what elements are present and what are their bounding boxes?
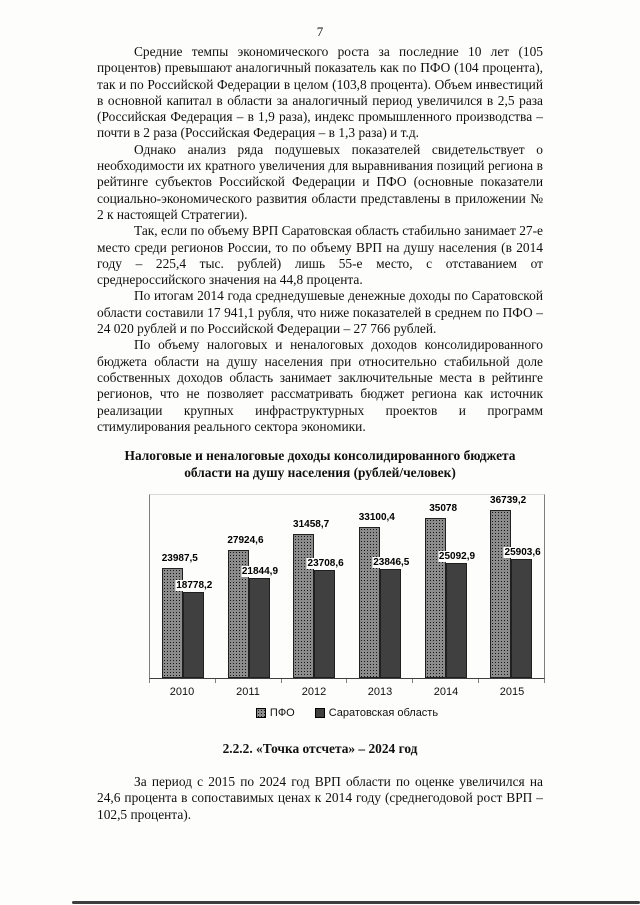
bar-saratov-2015 [511,559,532,678]
page-content [97,44,543,823]
paragraph-5: По объему налоговых и неналоговых доходов консолидированного бюджета области на душу населения при относительно стабильной доле собственных доходов область занимает заключительные места в рейтинге регионов, что не позволяет рассматривать бюджет региона как источник реализации крупных инфраструктурных проектов и программ стимулирования реального сектора экономики. [97,337,543,434]
legend-label-pfo: ПФО [269,707,295,720]
x-axis-tick-cell [282,679,348,683]
x-axis-tick-cell [479,679,545,683]
paragraph-1: Средние темпы экономического роста за последние 10 лет (105 процентов) превышают аналогичный показатель как по ПФО (104 процента), так и по Российской Федерации в целом (103,8 процента). Объем инвестиций в основной капитал в области за аналогичный период увеличился в 2,5 раза (Российская Федерация – в 1,9 раза), индекс промышленного производства – почти в 2 раза (Российская Федерация – в 1,3 раза) и т.д. [97,44,543,141]
bar-value-label-pfo-2011: 27924,6 [227,535,264,547]
closing-paragraph: За период с 2015 по 2024 год ВРП области по оценке увеличился на 24,6 процента в сопоставимых ценах к 2014 году (среднегодовой рост ВРП – 102,5 процента). [97,774,543,822]
bar-saratov-2014 [446,563,467,678]
page-number: 7 [316,24,324,39]
bar-group-2012 [281,495,347,678]
x-axis-tick-cell [347,679,413,683]
bar-saratov-2010 [183,592,204,678]
legend-swatch-pfo [256,708,266,718]
section-heading: 2.2.2. «Точка отсчета» – 2024 год [222,741,418,757]
x-axis-label-2011: 2011 [236,686,260,699]
paragraph-4: По итогам 2014 года среднедушевые денежные доходы по Саратовской области составили 17 941,1 рубля, что ниже показателей в среднем по ПФО – 24 020 рублей и по Российской Федерации – 27 766 рублей. [97,288,543,337]
x-axis-tick-cell [150,679,216,683]
paragraph-3: Так, если по объему ВРП Саратовская область стабильно занимает 27-е место среди регионов России, то по объему ВРП на душу населения (в 2014 году – 225,4 тыс. рублей) лишь 55-е место, с отставанием от среднероссийского значения на 44,8 процента. [97,223,543,288]
bar-value-label-saratov-2015: 25903,6 [504,547,541,559]
bar-pfo-2013 [359,527,380,678]
body-text [97,44,543,435]
bar-pfo-2012 [293,534,314,678]
bar-value-label-saratov-2013: 23846,5 [373,557,410,569]
bar-group-2014 [413,495,479,678]
bar-value-label-saratov-2011: 21844,9 [241,566,279,578]
bar-saratov-2011 [249,578,270,678]
x-axis-tick-cell [216,679,282,683]
bar-group-2010 [150,495,216,678]
bar-group-2011 [216,495,282,678]
x-axis-label-2014: 2014 [433,686,459,699]
x-axis-tick-cell [413,679,479,683]
bar-value-label-saratov-2014: 25092,9 [438,551,476,563]
legend-item-pfo [256,707,295,719]
bar-value-label-saratov-2010: 18778,2 [176,580,213,592]
bar-pfo-2014 [425,518,446,678]
chart-plot-wrap [149,494,545,719]
bar-value-label-pfo-2012: 31458,7 [293,519,330,531]
chart-legend [149,707,545,719]
chart-title-line-1: Налоговые и неналоговые доходы консолидированного бюджета [124,448,516,464]
bar-pfo-2015 [490,510,511,678]
bar-value-label-pfo-2013: 33100,4 [358,512,395,524]
x-axis-label-2015: 2015 [499,686,525,699]
scan-artifact [72,901,640,904]
bar-value-label-pfo-2014: 35078 [429,503,458,515]
bar-value-label-pfo-2010: 23987,5 [161,553,198,565]
bar-value-label-saratov-2012: 23708,6 [307,558,344,570]
legend-label-saratov: Саратовская область [328,707,439,720]
bar-saratov-2012 [314,570,335,678]
chart-plot-area [149,494,545,679]
legend-item-saratov [315,707,438,719]
bar-group-2015 [478,495,544,678]
bar-value-label-pfo-2015: 36739,2 [490,495,527,507]
closing-text [97,774,543,823]
bar-saratov-2013 [380,569,401,678]
paragraph-2: Однако анализ ряда подушевых показателей свидетельствует о необходимости их кратного увеличения для выравнивания позиций региона в рейтинге субъектов Российской Федерации и ПФО (основные показатели социально-экономического развития области представлены в приложении № 2 к настоящей Стратегии). [97,141,543,222]
x-axis-label-2013: 2013 [367,686,393,699]
bar-group-2013 [347,495,413,678]
x-axis-label-2010: 2010 [169,686,195,699]
bar-chart [97,494,543,719]
x-axis-label-2012: 2012 [301,686,327,699]
legend-swatch-saratov [315,708,325,718]
x-axis-ticks [149,679,545,683]
chart-title [97,447,543,481]
x-axis-labels [149,686,545,698]
chart-title-line-2: области на душу населения (рублей/человек) [184,465,456,481]
